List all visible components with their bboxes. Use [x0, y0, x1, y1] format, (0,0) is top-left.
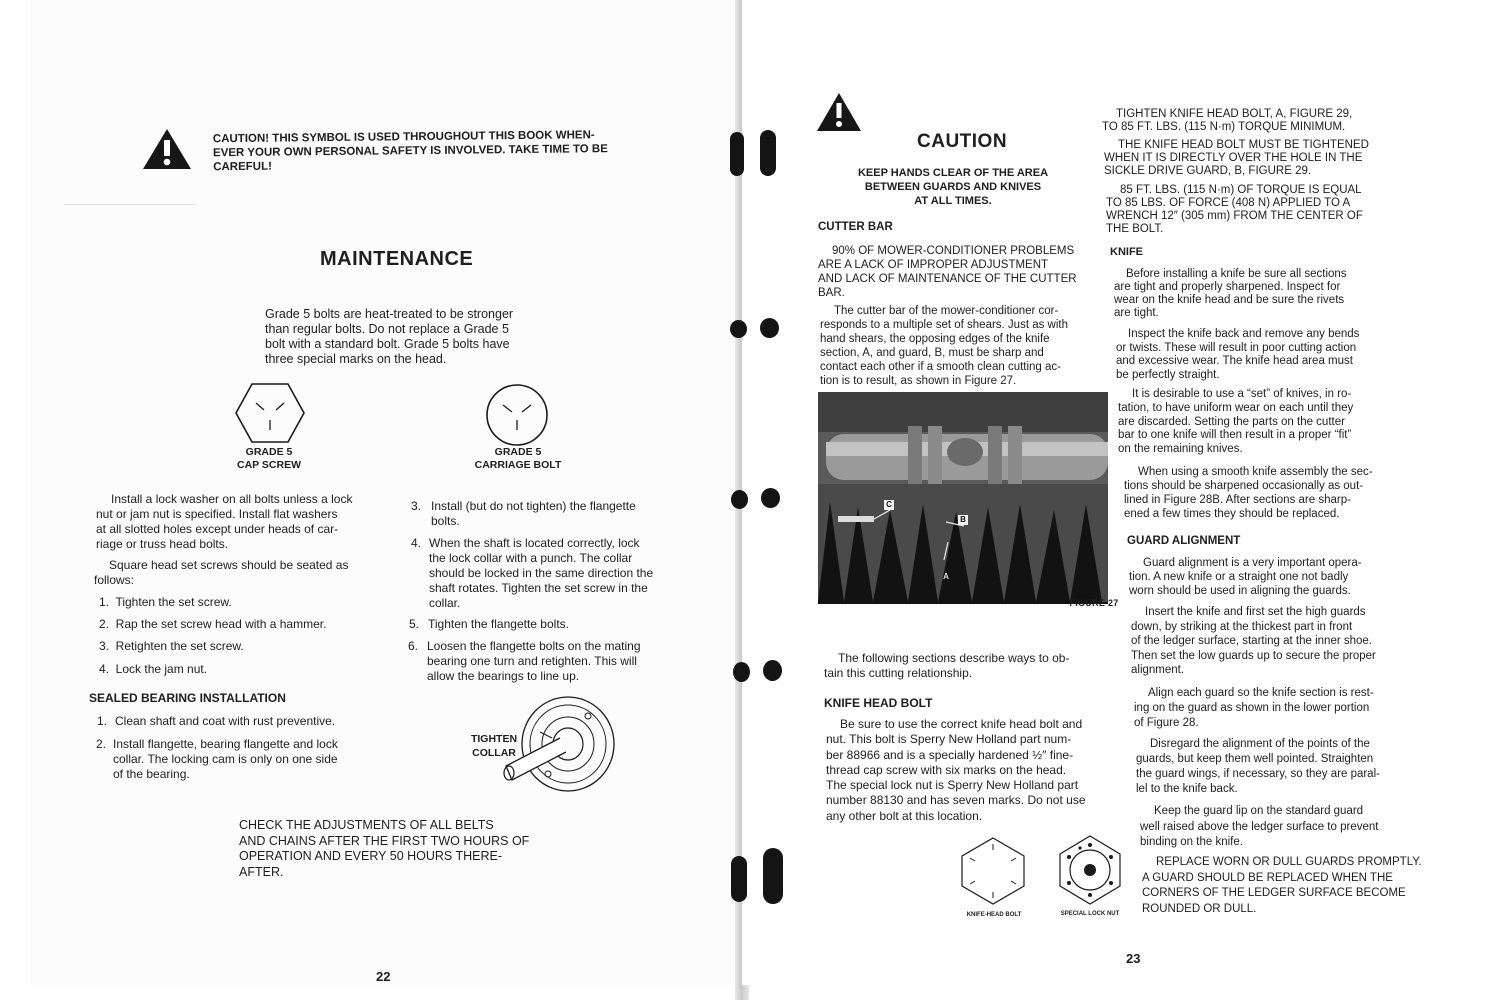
cutter-bar-warning: 90% OF MOWER-CONDITIONER PROBLEMS ARE A LACK OF IMPROPER ADJUSTMENT AND LACK OF MAINTENANCE OF THE CUTTER BAR. [818, 245, 1077, 299]
flangette-step-number: 4. [411, 536, 422, 550]
cap-screw-hex-icon [234, 382, 306, 444]
special-lock-nut-label: SPECIAL LOCK NUT [1060, 911, 1120, 917]
guard-paragraph-1: Guard alignment is a very important opera- tion. A new knife or a straight one not badly worn should be used in aligning the guards. [1129, 557, 1362, 598]
sealed-bearing-heading: SEALED BEARING INSTALLATION [89, 691, 286, 705]
flangette-step-number: 6. [408, 639, 419, 653]
knife-paragraph-3: It is desirable to use a “set” of knives, in ro- tation, to have uniform wear on each until they are discarded. Setting the parts on the cutter bar to one knife will then result in a proper “fit” on the remaining knives. [1118, 388, 1354, 456]
flangette-step: When the shaft is located correctly, lock the lock collar with a punch. The collar should be locked in the same direction the shaft rotates. Tighten the set screw in the collar. [429, 536, 654, 610]
flangette-step-number: 3. [411, 499, 422, 513]
figure-27-cutter-bar-photo [818, 392, 1108, 604]
knife-head-bolt-label: KNIFE-HEAD BOLT [966, 912, 1022, 918]
guard-paragraph-3: Align each guard so the knife section is rest- ing on the guard as shown in the lower portion of Figure 28. [1134, 687, 1374, 729]
torque-position-note: THE KNIFE HEAD BOLT MUST BE TIGHTENED WHEN IT IS DIRECTLY OVER THE HOLE IN THE SICKLE DRIVE GUARD, B, FIGURE 29. [1104, 139, 1369, 177]
set-screw-paragraph: Square head set screws should be seated as follows: [94, 558, 349, 587]
lock-washer-paragraph: Install a lock washer on all bolts unless a lock nut or jam nut is specified. Install flat washers at all slotted holes except under heads of car- riage or truss head bolts. [96, 492, 353, 551]
set-screw-step: 3. Retighten the set screw. [99, 639, 244, 653]
knife-heading: KNIFE [1110, 246, 1143, 258]
flangette-step: Loosen the flangette bolts on the mating bearing one turn and retighten. This will allow the bearings to line up. [427, 639, 641, 683]
figure-27-caption: FIGURE 27 [1069, 598, 1119, 608]
sealed-step-number: 2. [96, 737, 107, 751]
check-adjustments-note: CHECK THE ADJUSTMENTS OF ALL BELTS AND CHAINS AFTER THE FIRST TWO HOURS OF OPERATION AND EVERY 50 HOURS THERE- AFTER. [239, 818, 530, 879]
cap-screw-label: GRADE 5 CAP SCREW [237, 446, 301, 471]
figure-label-b: B [958, 515, 968, 525]
sections-intro: The following sections describe ways to ob- tain this cutting relationship. [824, 651, 1070, 680]
left-caution-text: CAUTION! THIS SYMBOL IS USED THROUGHOUT THIS BOOK WHEN- EVER YOUR OWN PERSONAL SAFETY IS INVOLVED. TAKE TIME TO BE CAREFUL! [212, 129, 608, 174]
flangette-step: Install (but do not tighten) the flangette bolts. [431, 499, 636, 528]
figure-label-a: A [943, 572, 949, 581]
binder-hole [733, 662, 750, 682]
set-screw-step: 2. Rap the set screw head with a hammer. [99, 617, 327, 631]
warning-triangle-icon [816, 92, 862, 132]
guard-alignment-heading: GUARD ALIGNMENT [1127, 535, 1241, 547]
page-number-left: 22 [376, 969, 391, 984]
page-number-right: 23 [1126, 951, 1141, 966]
knife-paragraph-1: Before installing a knife be sure all sections are tight and properly sharpened. Inspect for wear on the knife head and be sure the rivets are tight. [1114, 268, 1347, 319]
flangette-step-number: 5. [409, 617, 420, 631]
guard-paragraph-2: Insert the knife and first set the high guards down, by striking at the thickest part in front of the ledger surface, starting at the inner shoe. Then set the low guards up to secure the proper alignment. [1131, 606, 1376, 676]
flangette-step: Tighten the flangette bolts. [428, 617, 569, 631]
tighten-collar-label: TIGHTEN COLLAR [470, 733, 518, 759]
cutter-bar-heading: CUTTER BAR [818, 221, 893, 233]
sealed-step-2: Install flangette, bearing flangette and lock collar. The locking cam is only on one side of the bearing. [113, 737, 338, 781]
knife-paragraph-2: Inspect the knife back and remove any bends or twists. These will result in poor cutting action and excessive wear. The knife head area must be perfectly straight. [1116, 328, 1360, 381]
binder-hole [730, 320, 747, 338]
binder-hole [763, 660, 782, 681]
binder-hole [760, 318, 779, 338]
knife-paragraph-4: When using a smooth knife assembly the sec- tions should be sharpened occasionally as out- lined in Figure 28B. After sections are sharp- ened a few times they should be replaced. [1124, 466, 1373, 520]
caution-hands-text: KEEP HANDS CLEAR OF THE AREA BETWEEN GUARDS AND KNIVES AT ALL TIMES. [857, 167, 1049, 207]
set-screw-step: 1. Tighten the set screw. [99, 595, 232, 609]
binder-hole [761, 488, 780, 508]
maintenance-title: MAINTENANCE [320, 248, 474, 270]
special-lock-nut-icon [1056, 834, 1124, 906]
warning-triangle-icon [142, 128, 192, 170]
binder-hole [731, 490, 748, 509]
guard-paragraph-4: Disregard the alignment of the points of the guards, but keep them well pointed. Straighten the guard wings, if necessary, so they are paral- lel to the knife back. [1136, 738, 1380, 795]
torque-equivalence: 85 FT. LBS. (115 N·m) OF TORQUE IS EQUAL TO 85 LBS. OF FORCE (408 N) APPLIED TO A WRENCH 12″ (305 mm) FROM THE CENTER OF THE BOLT. [1106, 184, 1363, 235]
knife-head-bolt-paragraph: Be sure to use the correct knife head bolt and nut. This bolt is Sperry New Holland part num- ber 88966 and is a specially hardened ½″ fine- thread cap screw with six marks on the head. The special lock nut is Sperry New Holland part number 88130 and has seven marks. Do not use any other bolt at this location. [826, 717, 1086, 823]
sealed-step-1: Clean shaft and coat with rust preventive. [115, 714, 336, 728]
carriage-bolt-icon [485, 383, 549, 447]
guard-paragraph-5: Keep the guard lip on the standard guard well raised above the ledger surface to prevent binding on the knife. [1140, 805, 1379, 848]
figure-label-c: C [884, 500, 894, 510]
binder-hole [760, 130, 776, 176]
sealed-step-number: 1. [97, 714, 108, 728]
knife-head-bolt-heading: KNIFE HEAD BOLT [824, 696, 933, 710]
bearing-collar-diagram [500, 692, 620, 802]
divider-line [64, 204, 196, 205]
cutter-bar-description: The cutter bar of the mower-conditioner cor- responds to a multiple set of shears. Just as with hand shears, the opposing edges of the knife section, A, and guard, B, must be sharp and contact each other if a smooth clean cutting ac- tion is to result, as shown in Figure 27. [820, 305, 1069, 387]
binder-hole [763, 848, 783, 904]
knife-head-bolt-icon [958, 836, 1028, 906]
binder-hole [730, 132, 744, 176]
caution-title: CAUTION [917, 131, 1008, 152]
torque-instruction: TIGHTEN KNIFE HEAD BOLT, A, FIGURE 29, TO 85 FT. LBS. (115 N·m) TORQUE MINIMUM. [1102, 108, 1353, 133]
set-screw-step: 4. Lock the jam nut. [99, 662, 208, 676]
carriage-bolt-label: GRADE 5 CARRIAGE BOLT [474, 446, 562, 471]
replace-guards-warning: REPLACE WORN OR DULL GUARDS PROMPTLY. A GUARD SHOULD BE REPLACED WHEN THE CORNERS OF THE LEDGER SURFACE BECOME ROUNDED OR DULL. [1142, 856, 1422, 915]
grade5-intro: Grade 5 bolts are heat-treated to be stronger than regular bolts. Do not replace a Grade 5 bolt with a standard bolt. Grade 5 bolts have three special marks on the head. [265, 307, 514, 366]
binder-hole [731, 856, 747, 902]
